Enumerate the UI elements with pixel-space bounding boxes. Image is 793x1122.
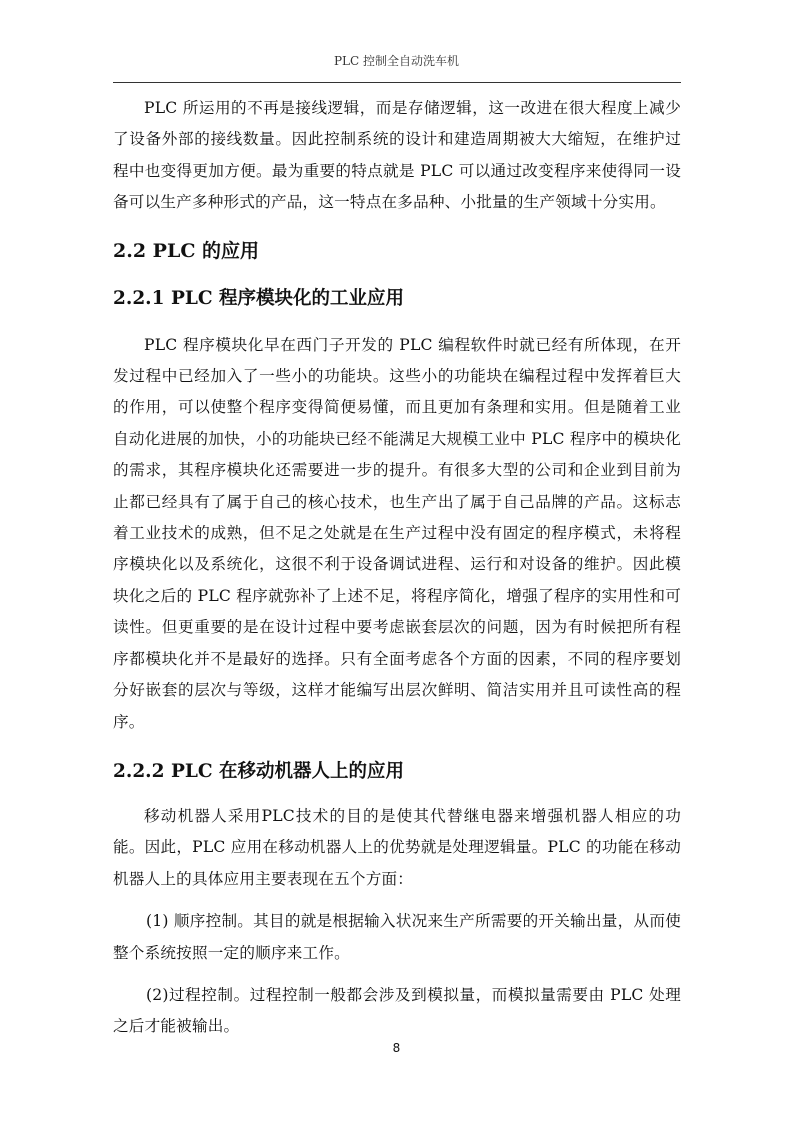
section-heading-2-2-1: 2.2.1 PLC 程序模块化的工业应用 xyxy=(113,287,405,309)
paragraph-plc-storage-logic: PLC 所运用的不再是接线逻辑，而是存储逻辑，这一改进在很大程度上减少了设备外部的接线数量。因此控制系统的设计和建造周期被大大缩短，在维护过程中也变得更加方便。最为重要的特点就是 PLC 可以通过改变程序来使得同一设备可以生产多种形式的产品，这一特点在多品种、小批量的生产领域十分实用。 xyxy=(113,99,681,212)
page-body xyxy=(113,93,681,1043)
page-header-title: PLC 控制全自动洗车机 xyxy=(333,54,460,68)
section-heading-2-2-2: 2.2.2 PLC 在移动机器人上的应用 xyxy=(113,760,405,782)
list-item-sequence-control: (1) 顺序控制。其目的就是根据输入状况来生产所需要的开关输出量，从而使整个系统按照一定的顺序来工作。 xyxy=(113,912,681,962)
header-divider xyxy=(113,82,681,83)
page-number: 8 xyxy=(392,1041,401,1055)
paragraph-mobile-robot: 移动机器人采用PLC技术的目的是使其代替继电器来增强机器人相应的功能。因此，PLC 应用在移动机器人上的优势就是处理逻辑量。PLC 的功能在移动机器人上的具体应用主要表现在五个方面： xyxy=(113,806,681,888)
list-item-process-control: (2)过程控制。过程控制一般都会涉及到模拟量，而模拟量需要由 PLC 处理之后才能被输出。 xyxy=(113,985,681,1036)
section-heading-2-2: 2.2 PLC 的应用 xyxy=(113,239,260,262)
paragraph-plc-modularization: PLC 程序模块化早在西门子开发的 PLC 编程软件时就已经有所体现，在开发过程中已经加入了一些小的功能块。这些小的功能块在编程过程中发挥着巨大的作用，可以使整个程序变得简便易懂，而且更加有条理和实用。但是随着工业自动化进展的加快，小的功能块已经不能满足大规模工业中 PLC 程序中的模块化的需求，其程序模块化还需要进一步的提升。有很多大型的公司和企业到目前为止都已经具有了属于自己的核心技术，也生产出了属于自己品牌的产品。这标志着工业技术的成熟，但不足之处就是在生产过程中没有固定的程序模式，未将程序模块化以及系统化，这很不利于设备调试进程、运行和对设备的维护。因此模块化之后的 PLC 程序就弥补了上述不足，将程序简化，增强了程序的实用性和可读性。但更重要的是在设计过程中要考虑嵌套层次的问题，因为有时候把所有程序都模块化并不是最好的选择。只有全面考虑各个方面的因素，不同的程序要划分好嵌套的层次与等级，这样才能编写出层次鲜明、简洁实用并且可读性高的程序。 xyxy=(113,335,681,731)
